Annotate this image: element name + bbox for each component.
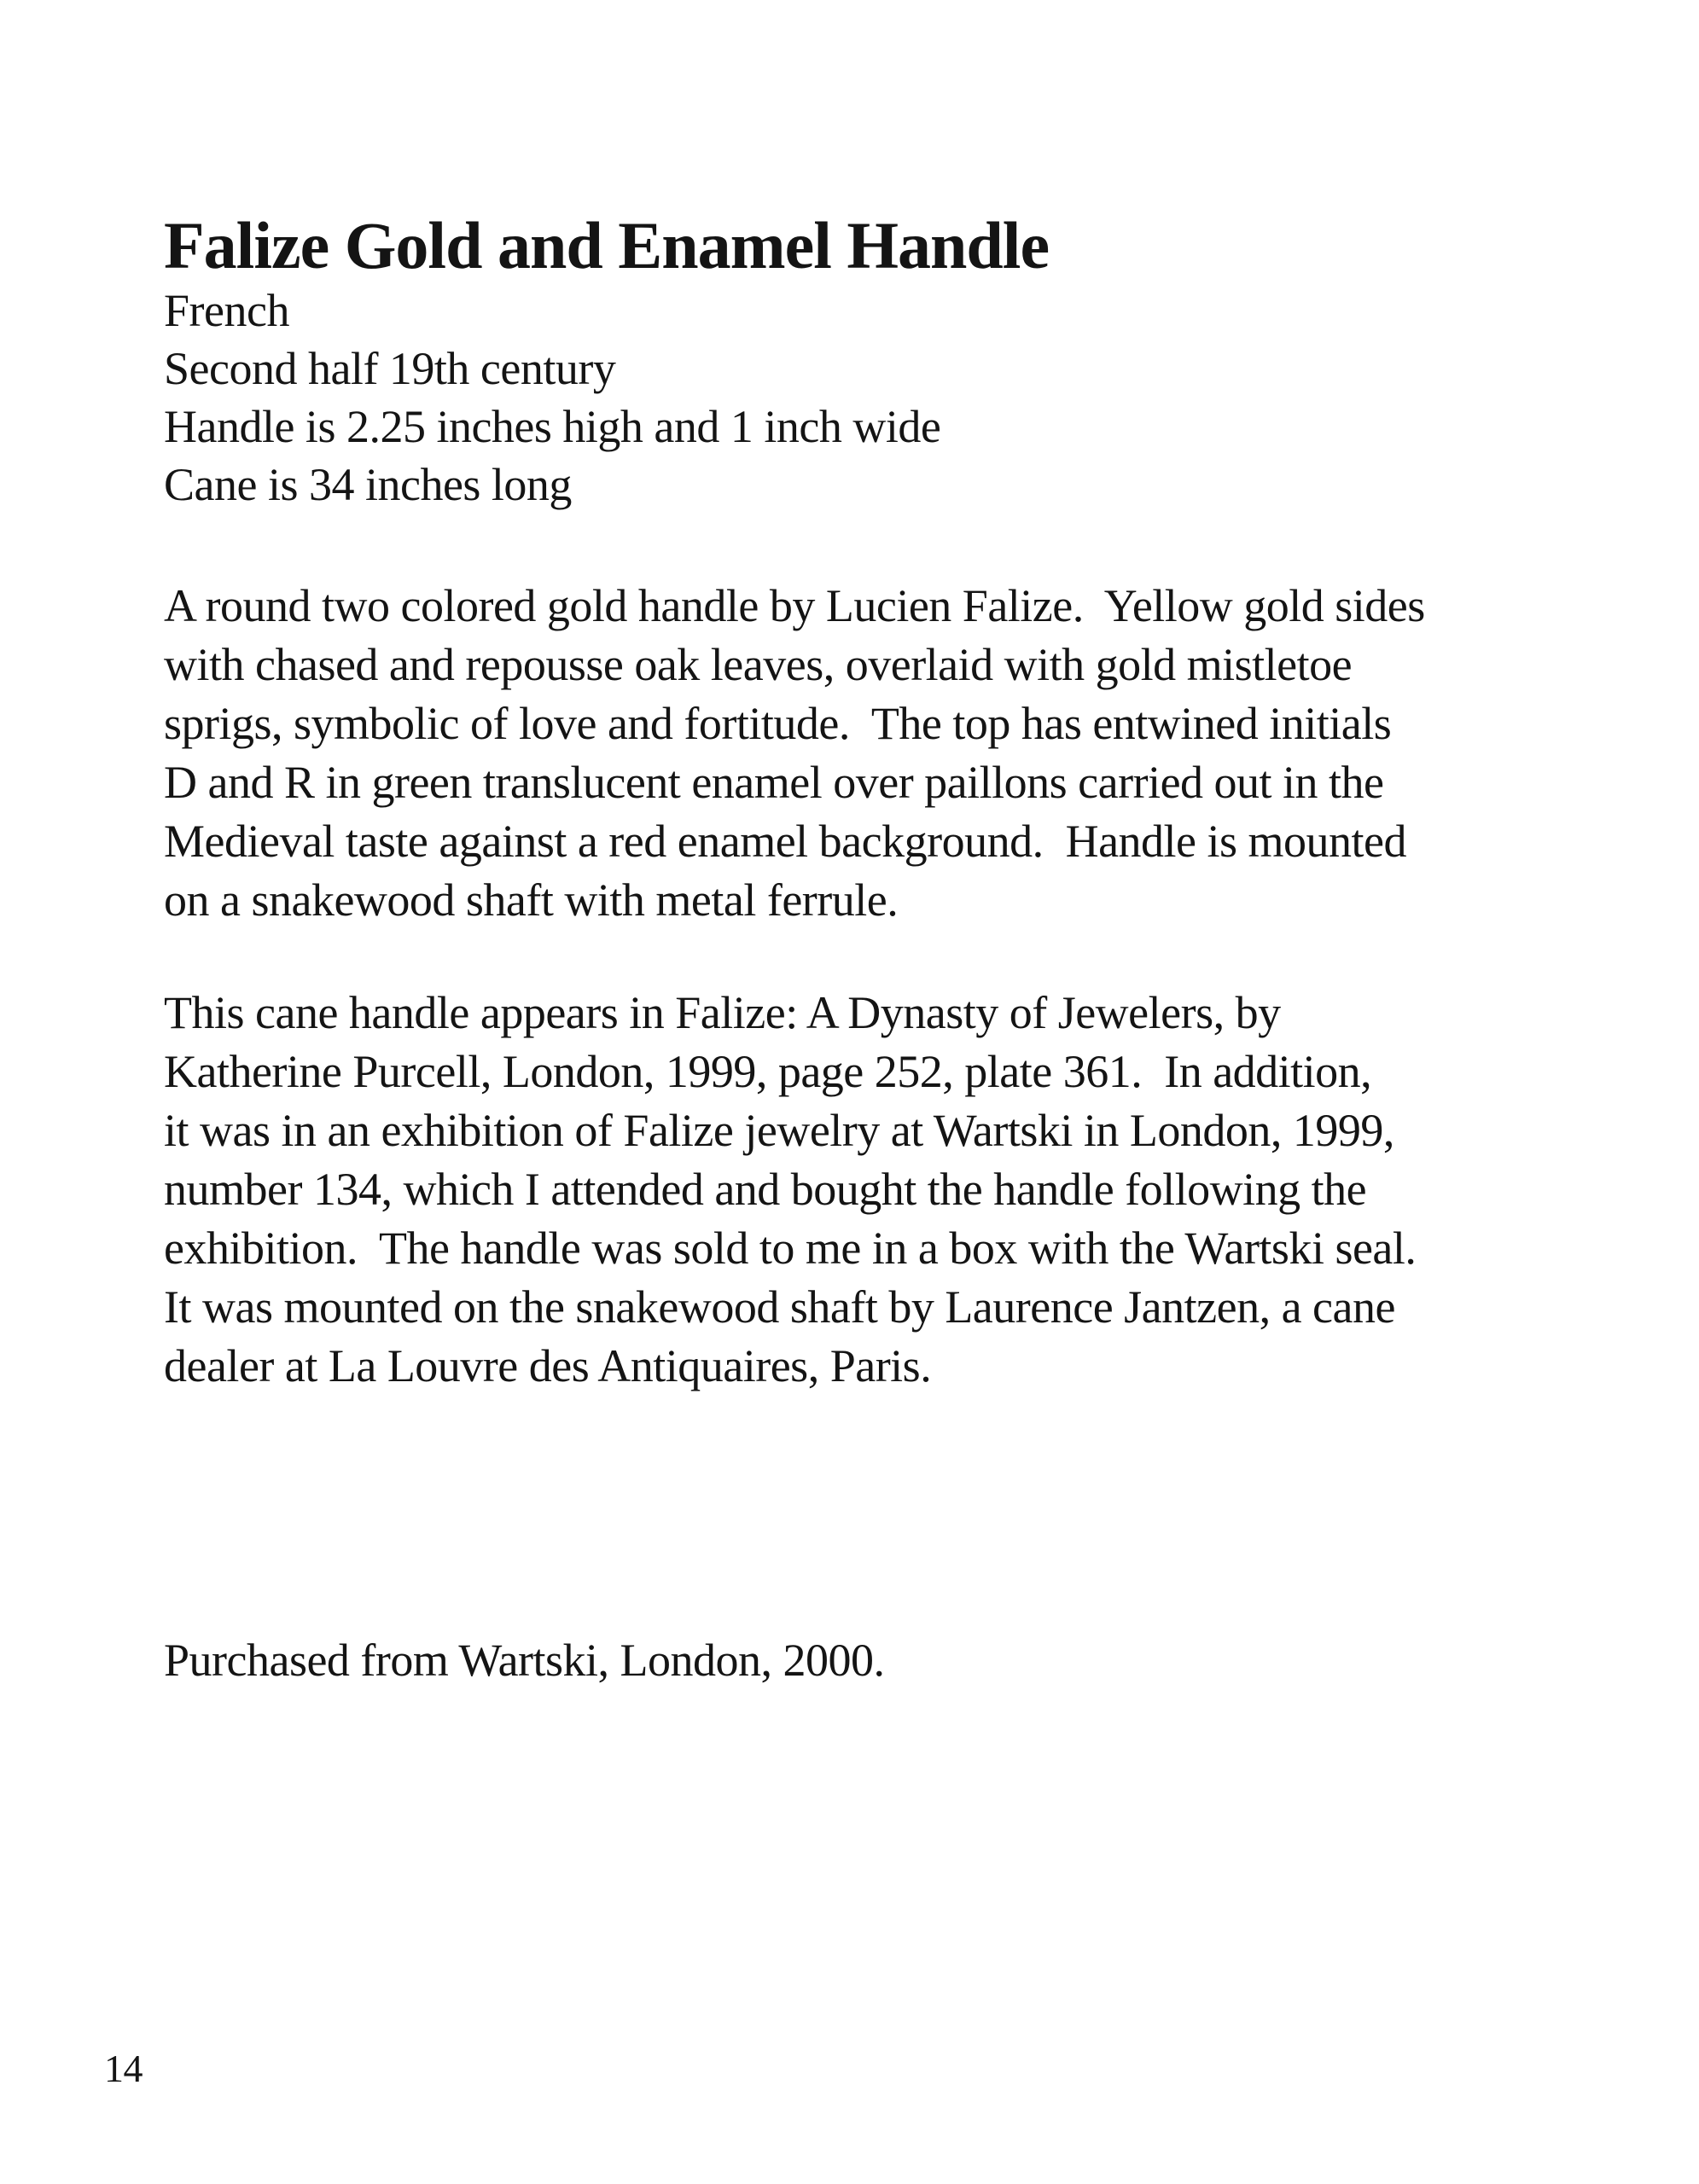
- paragraph-line: exhibition. The handle was sold to me in a box with the Wartski seal.: [164, 1223, 1417, 1274]
- object-details: [164, 282, 1546, 514]
- paragraph-line: on a snakewood shaft with metal ferrule.: [164, 874, 899, 926]
- description-paragraph: [164, 577, 1546, 930]
- reference-paragraph: [164, 984, 1546, 1396]
- detail-cane-length: Cane is 34 inches long: [164, 459, 572, 510]
- paragraph-line: number 134, which I attended and bought the handle following the: [164, 1164, 1367, 1215]
- text-block: [164, 208, 1546, 1689]
- page-title: Falize Gold and Enamel Handle: [164, 208, 1050, 282]
- detail-period: Second half 19th century: [164, 343, 616, 394]
- paragraph-line: This cane handle appears in Falize: A Dynasty of Jewelers, by: [164, 987, 1281, 1038]
- detail-handle-dimensions: Handle is 2.25 inches high and 1 inch wide: [164, 401, 941, 452]
- paragraph-line: sprigs, symbolic of love and fortitude. The top has entwined initials: [164, 698, 1392, 749]
- paragraph-line: Katherine Purcell, London, 1999, page 252, plate 361. In addition,: [164, 1046, 1372, 1097]
- detail-origin: French: [164, 285, 289, 336]
- paragraph-line: with chased and repousse oak leaves, overlaid with gold mistletoe: [164, 639, 1353, 690]
- paragraph-line: Medieval taste against a red enamel background. Handle is mounted: [164, 816, 1407, 867]
- paragraph-line: It was mounted on the snakewood shaft by Laurence Jantzen, a cane: [164, 1281, 1395, 1333]
- paragraph-line: dealer at La Louvre des Antiquaires, Paris.: [164, 1340, 932, 1391]
- paragraph-line: A round two colored gold handle by Lucien Falize. Yellow gold sides: [164, 580, 1425, 631]
- paragraph-line: it was in an exhibition of Falize jewelry at Wartski in London, 1999,: [164, 1105, 1394, 1156]
- provenance-note: Purchased from Wartski, London, 2000.: [164, 1635, 885, 1686]
- page-number: 14: [104, 2047, 143, 2090]
- paragraph-line: D and R in green translucent enamel over paillons carried out in the: [164, 757, 1384, 808]
